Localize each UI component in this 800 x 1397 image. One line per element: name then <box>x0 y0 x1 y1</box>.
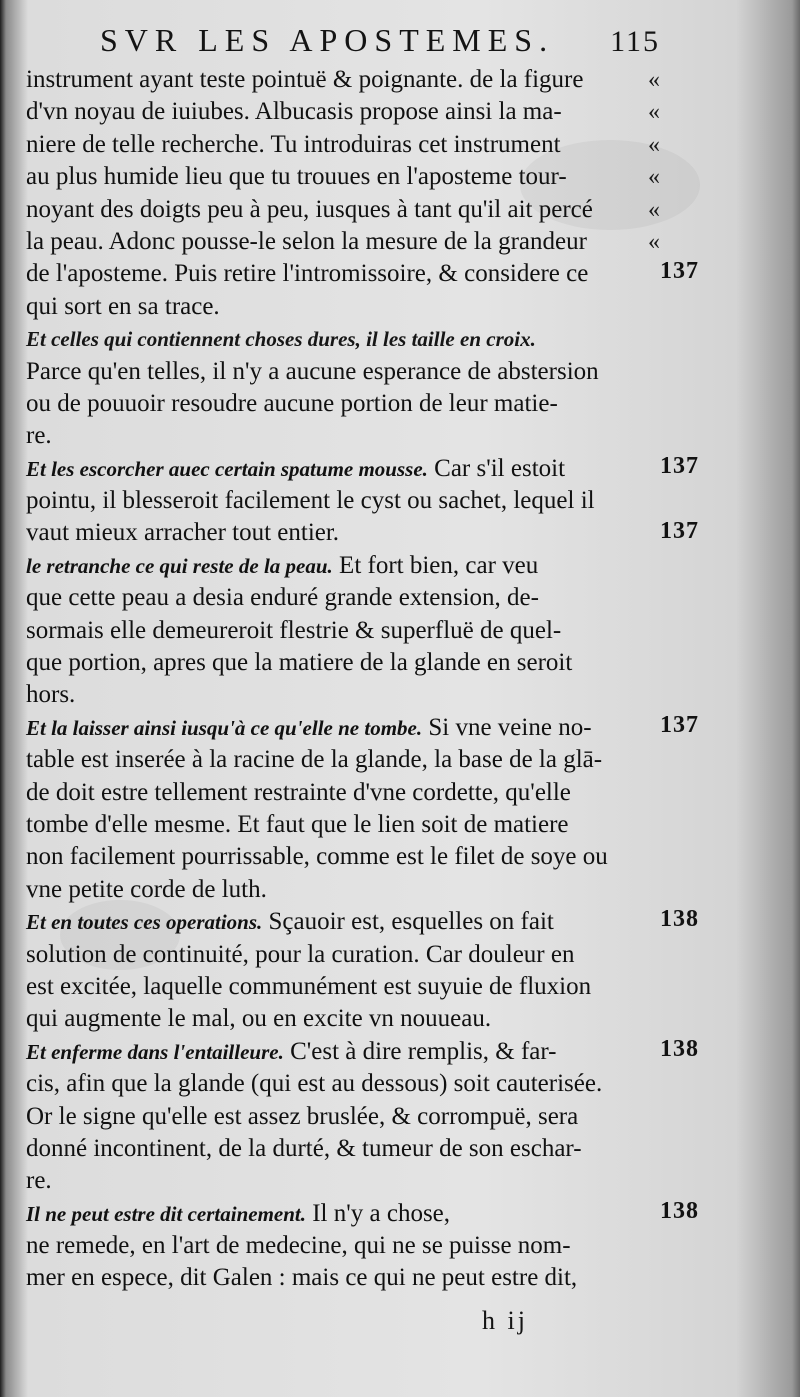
text-line <box>26 453 654 485</box>
commentary-text: Et fort bien, car veu <box>332 551 539 579</box>
text-line <box>26 1036 654 1068</box>
margin-note: 138 <box>660 1036 699 1062</box>
quote-mark <box>648 582 678 614</box>
text-line <box>26 550 654 582</box>
margin-note: 137 <box>660 452 699 479</box>
quote-mark <box>648 777 678 809</box>
text-line: d'vn noyau de iuiubes. Albucasis propose ainsi la ma- <box>26 98 562 126</box>
commentary-text: Il n'y a chose, <box>305 1199 451 1227</box>
quote-mark: « <box>648 67 660 93</box>
text-line: donné incontinent, de la durté, & tumeur de son eschar- <box>26 1134 582 1162</box>
lemma-text: Et en toutes ces operations. <box>26 910 263 935</box>
quote-mark <box>648 550 678 582</box>
quote-mark <box>648 1133 678 1165</box>
quote-mark <box>648 809 678 841</box>
text-line: ou de pouuoir resoudre aucune portion de leur matie- <box>26 389 558 417</box>
page-header <box>100 22 660 62</box>
text-line: qui augmente le mal, ou en excite vn nouueau. <box>26 1005 492 1033</box>
text-line: Or le signe qu'elle est assez bruslée, & corrompuë, sera <box>26 1102 579 1130</box>
commentary-text: C'est à dire remplis, & far- <box>283 1037 557 1065</box>
text-line <box>26 1198 654 1230</box>
text-line: noyant des doigts peu à peu, iusques à tant qu'il ait percé <box>26 195 593 223</box>
quote-mark <box>648 291 678 323</box>
quote-mark <box>648 744 678 776</box>
quote-mark <box>648 874 678 906</box>
running-title: SVR LES APOSTEMES. <box>100 22 555 58</box>
lemma-text: Et les escorcher auec certain spatume mousse. <box>26 456 428 481</box>
margin-note: 137 <box>660 258 699 285</box>
quote-mark <box>648 323 678 355</box>
text-line: pointu, il blesseroit facilement le cyst ou sachet, lequel il <box>26 487 595 515</box>
quote-mark <box>648 841 678 873</box>
text-line: re. <box>26 422 52 450</box>
commentary-text: Si vne veine no- <box>422 713 592 741</box>
quote-mark <box>648 356 678 388</box>
quote-mark <box>648 485 678 517</box>
text-line: solution de continuité, pour la curation. Car douleur en <box>26 940 575 968</box>
page-number: 115 <box>610 25 660 58</box>
text-line: de doit estre tellement restrainte d'vne cordette, qu'elle <box>26 778 571 806</box>
commentary-text: Car s'il estoit <box>427 454 566 482</box>
body-text <box>26 64 654 1295</box>
text-line: tombe d'elle mesme. Et faut que le lien soit de matiere <box>26 810 569 838</box>
text-line: vne petite corde de luth. <box>26 875 267 903</box>
text-line: qui sort en sa trace. <box>26 292 220 320</box>
text-line: ne remede, en l'art de medecine, qui ne se puisse nom- <box>26 1232 571 1260</box>
quote-mark <box>648 1068 678 1100</box>
quote-mark <box>648 939 678 971</box>
text-line: niere de telle recherche. Tu introduiras cet instrument <box>26 130 561 158</box>
text-line: re. <box>26 1167 52 1195</box>
quotation-marks-column <box>648 64 678 1295</box>
lemma-text: Et enferme dans l'entailleure. <box>26 1039 284 1064</box>
text-line: de l'aposteme. Puis retire l'intromissoire, & considere ce <box>26 260 589 288</box>
quote-mark <box>648 388 678 420</box>
text-line: est excitée, laquelle communément est suyuie de fluxion <box>26 972 592 1000</box>
quote-mark: « <box>648 164 660 191</box>
text-line: cis, afin que la glande (qui est au dessous) soit cauterisée. <box>26 1070 603 1098</box>
quote-mark <box>648 1165 678 1197</box>
text-line: Et celles qui contiennent choses dures, il les taille en croix. <box>26 327 536 352</box>
margin-note: 138 <box>660 1198 699 1224</box>
text-line: hors. <box>26 681 76 709</box>
quote-mark: « <box>648 228 660 255</box>
margin-note: 137 <box>660 517 699 544</box>
quote-mark: « <box>648 99 660 126</box>
text-line <box>26 906 654 938</box>
text-line: instrument ayant teste pointuë & poignante. de la figure <box>26 66 584 93</box>
quote-mark <box>648 679 678 711</box>
text-line: que portion, apres que la matiere de la glande en seroit <box>26 649 573 677</box>
quote-mark <box>648 1003 678 1035</box>
quote-mark <box>648 647 678 679</box>
quote-mark: « <box>648 131 660 158</box>
quote-mark: « <box>648 196 660 223</box>
quote-mark <box>648 420 678 452</box>
text-line: mer en espece, dit Galen : mais ce qui ne peut estre dit, <box>26 1264 578 1292</box>
text-line <box>26 712 654 744</box>
margin-note: 137 <box>660 712 699 738</box>
text-line: table est inserée à la racine de la glande, la base de la glā- <box>26 746 603 774</box>
text-line: vaut mieux arracher tout entier. <box>26 519 340 547</box>
quote-mark <box>648 1262 678 1294</box>
quote-mark <box>648 1101 678 1133</box>
text-line: au plus humide lieu que tu trouues en l'aposteme tour- <box>26 163 567 191</box>
lemma-text: Et la laisser ainsi iusqu'à ce qu'elle ne tombe. <box>26 715 423 740</box>
quote-mark <box>648 615 678 647</box>
text-line: que cette peau a desia enduré grande extension, de- <box>26 584 539 612</box>
quote-mark <box>648 971 678 1003</box>
signature-mark: h ij <box>482 1306 528 1335</box>
text-line: Parce qu'en telles, il n'y a aucune esperance de abstersion <box>26 357 599 385</box>
commentary-text: Sçauoir est, esquelles on fait <box>262 908 554 936</box>
margin-note: 138 <box>660 906 699 933</box>
lemma-text: Il ne peut estre dit certainement. <box>26 1201 306 1226</box>
quote-mark <box>648 1230 678 1262</box>
lemma-text: le retranche ce qui reste de la peau. <box>26 553 333 578</box>
text-line: sormais elle demeureroit flestrie & superfluë de quel- <box>26 616 562 644</box>
text-line: non facilement pourrissable, comme est le filet de soye ou <box>26 843 608 871</box>
text-line: la peau. Adonc pousse-le selon la mesure de la grandeur <box>26 227 587 255</box>
